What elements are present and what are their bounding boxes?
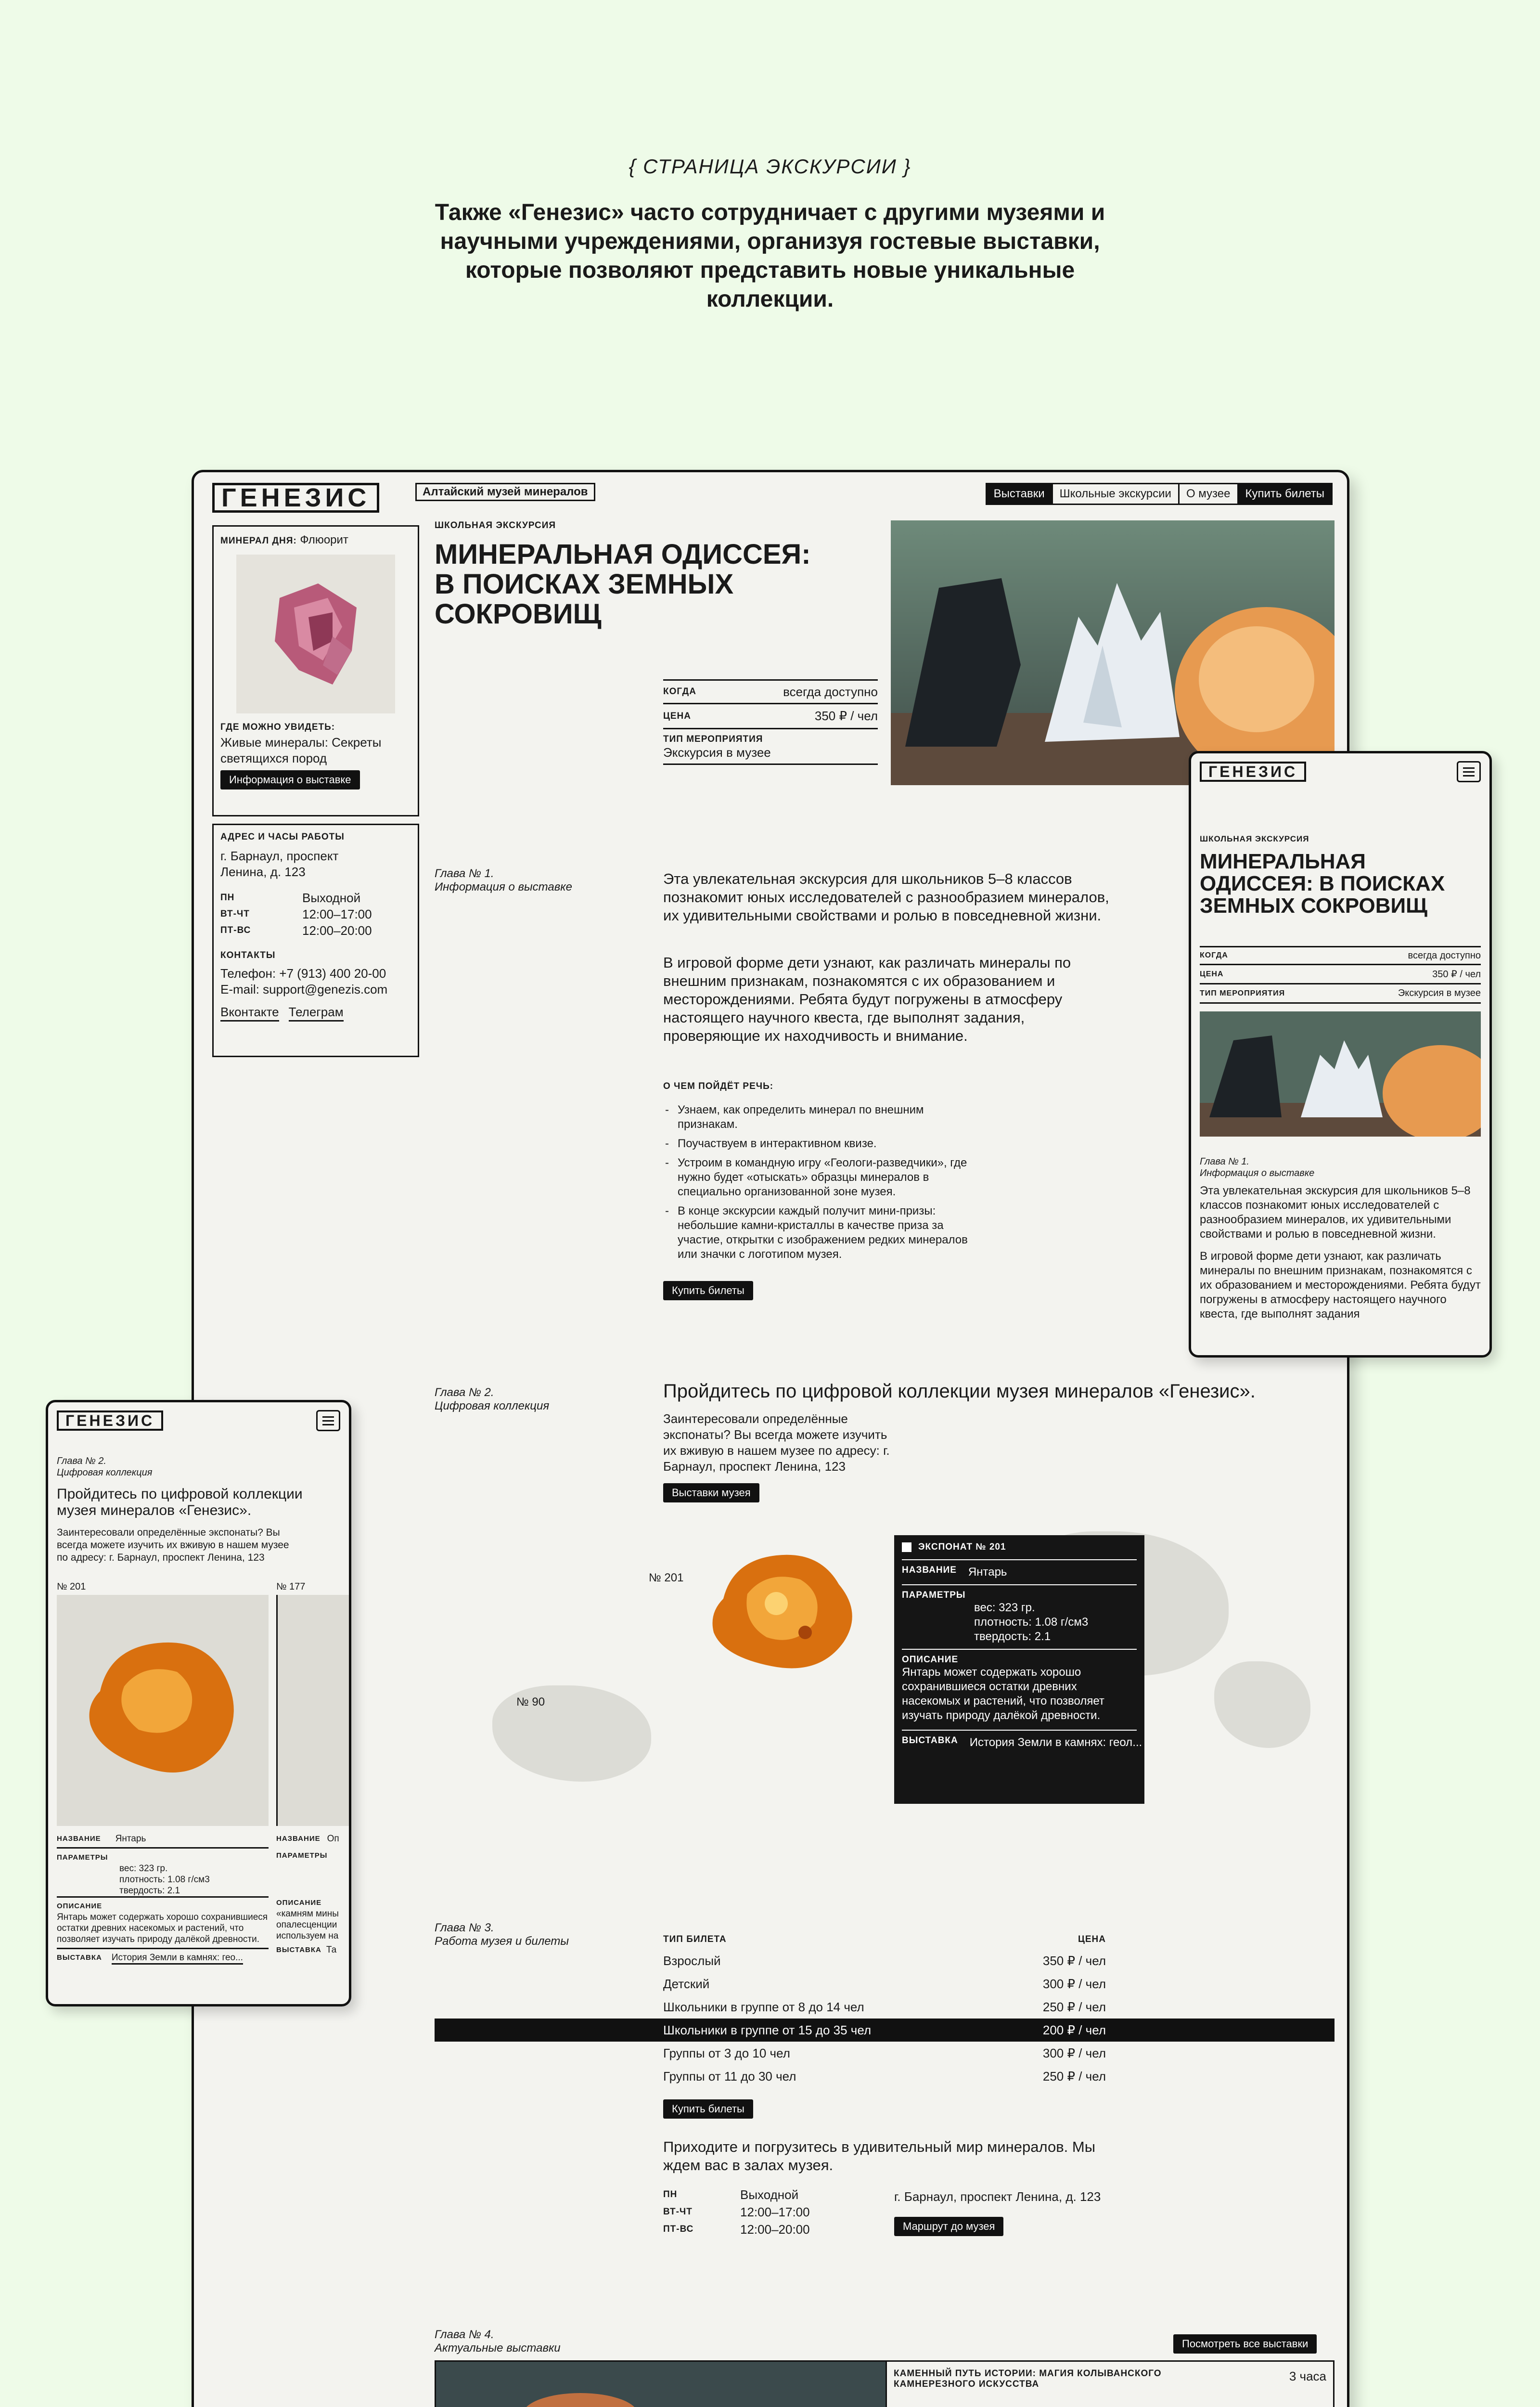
chapter1-buy-button[interactable]: Купить билеты	[663, 1281, 753, 1300]
table-row: Взрослый 350 ₽ / чел	[663, 1953, 1106, 1968]
mobile-excursion: ГЕНЕЗИС ШКОЛЬНАЯ ЭКСКУРСИЯ МИНЕРАЛЬНАЯ ОДИССЕЯ: В ПОИСКАХ ЗЕМНЫХ СОКРОВИЩ КОГДА всегда доступно ЦЕНА 350 ₽ / чел ТИП МЕРОПРИЯТИЯ Экскурсия в музее Глава № 1. Информация о выставке Эта увлекательная экскурсия для школьников 5–8 классов познакомит юных исследователей с разнообразием минералов, их удивительными свойствами и ролью в повседневной жизни. В игровой форме дети узнают, как различать минералы по внешним признакам, познакомятся с их образованием и месторождениями. Ребята будут погружены в атмосферу настоящего научного квеста, где выполнят задания	[1189, 751, 1492, 1358]
intro-tag: { СТРАНИЦА ЭКСКУРСИИ }	[629, 155, 911, 178]
list-item: - Устроим в командную игру «Геологи-разведчики», где нужно будет «отыскать» образцы минералов в специально организованной зоне музея.	[663, 1156, 971, 1199]
table-row: Группы от 3 до 10 чел 300 ₽ / чел	[663, 2045, 1106, 2060]
museum-exhibitions-button[interactable]: Выставки музея	[663, 1483, 759, 1502]
mobile-hero-image	[1200, 1011, 1481, 1137]
email[interactable]: E-mail: support@genezis.com	[220, 982, 388, 996]
tickets-table: ТИП БИЛЕТА ЦЕНА Взрослый 350 ₽ / чел Детский 300 ₽ / чел Школьники в группе от 8 до 14 чел 250 ₽ / чел Школьники в группе от 15 до 35 чел 200 ₽ / чел Группы от 3 до 10 чел 300 ₽ / чел Группы от 11 до 30 чел 250 ₽ / чел	[435, 1930, 1335, 2088]
nav-about[interactable]: О музее	[1178, 484, 1237, 504]
table-row: Детский 300 ₽ / чел	[663, 1976, 1106, 1991]
agate-image	[436, 2362, 887, 2407]
telegram-link[interactable]: Телеграм	[289, 1004, 344, 1022]
museum-name: Алтайский музей минералов	[415, 483, 595, 501]
exhibit-link[interactable]: История Земли в камнях: геол...	[969, 1736, 1142, 1749]
nav-school-tours[interactable]: Школьные экскурсии	[1052, 484, 1178, 504]
vk-link[interactable]: Вконтакте	[220, 1004, 279, 1022]
nav-buy-tickets[interactable]: Купить билеты	[1237, 484, 1332, 504]
list-item: - Узнаем, как определить минерал по внешним признакам.	[663, 1103, 971, 1132]
exhibit-shape[interactable]	[1214, 1661, 1310, 1748]
mobile-exhibit-info: НАЗВАНИЕ Янтарь ПАРАМЕТРЫ вес: 323 гр. плотность: 1.08 г/см3 твердость: 2.1 ОПИСАНИЕ Янтарь может содержать хорошо сохранившиеся остатки древних насекомых и растений, что позволяет изучать природу далёкой древности. ВЫСТАВКА История Земли в камнях: гео...	[57, 1833, 269, 1965]
address-card	[212, 824, 419, 1057]
chapter1-label: Глава № 1. Информация о выставке	[435, 867, 572, 893]
chapter4-label: Глава № 4. Актуальные выставки	[435, 2328, 561, 2355]
amber-image[interactable]	[57, 1595, 269, 1826]
list-item: - Поучаствуем в интерактивном квизе.	[663, 1137, 971, 1151]
chapter3-label: Глава № 3. Работа музея и билеты	[435, 1921, 569, 1948]
mineral-image	[236, 555, 395, 713]
menu-icon[interactable]	[1457, 761, 1481, 782]
menu-icon[interactable]	[316, 1410, 340, 1431]
mineral-name: Флюорит	[300, 533, 348, 546]
square-icon	[902, 1542, 911, 1552]
chapter2-text: Заинтересовали определённые экспонаты? Вы всегда можете изучить их вживую в нашем музее по адресу: г. Барнаул, проспект Ленина, 123	[663, 1411, 890, 1474]
mineral-of-day-card	[212, 525, 419, 816]
logo[interactable]: ГЕНЕЗИС	[212, 483, 379, 513]
contacts-label: КОНТАКТЫ	[220, 950, 276, 960]
exhibit-90-num: № 90	[516, 1695, 545, 1708]
invite-text: Приходите и погрузитесь в удивительный мир минералов. Мы ждем вас в залах музея.	[663, 2138, 1096, 2174]
excursion-meta: КОГДА всегда доступно ЦЕНА 350 ₽ / чел ТИП МЕРОПРИЯТИЯ Экскурсия в музее	[663, 679, 878, 765]
exhibit-info-button[interactable]: Информация о выставке	[220, 770, 360, 789]
main-nav	[986, 483, 1333, 505]
chapter3-address: г. Барнаул, проспект Ленина, д. 123	[894, 2189, 1101, 2204]
chapter2-title: Пройдитесь по цифровой коллекции музея минералов «Генезис».	[663, 1381, 1256, 1402]
table-row: Группы от 11 до 30 чел 250 ₽ / чел	[663, 2069, 1106, 2083]
excursion-title: МИНЕРАЛЬНАЯ ОДИССЕЯ: В ПОИСКАХ ЗЕМНЫХ СОКРОВИЩ	[435, 539, 811, 630]
about-list	[663, 1103, 971, 1267]
mobile-title: МИНЕРАЛЬНАЯ ОДИССЕЯ: В ПОИСКАХ ЗЕМНЫХ СОКРОВИЩ	[1200, 850, 1445, 918]
mobile-collection: ГЕНЕЗИС Глава № 2. Цифровая коллекция Пройдитесь по цифровой коллекции музея минералов «Генезис». Заинтересовали определённые экспонаты? Вы всегда можете изучить их вживую в нашем музее по адресу: г. Барнаул, проспект Ленина, 123 № 201 № 177 НАЗВАНИЕ Янтарь ПАРАМЕТРЫ вес: 323 гр. плотность: 1.08 г/см3 твердость: 2.1 ОПИСАНИЕ Янтарь может содержать хорошо сохранившиеся остатки древних насекомых и растений, что позволяет изучать природу далёкой древности. ВЫСТАВКА История Земли в камнях: гео... НАЗВАНИЕ Оп ПАРАМЕТРЫ ОПИСАНИЕ «камням мины опалесценции используем на ВЫСТАВКА Та	[46, 1400, 351, 2006]
chapter3-buy-button[interactable]: Купить билеты	[663, 2099, 753, 2119]
logo[interactable]: ГЕНЕЗИС	[1200, 762, 1306, 782]
desktop-frame	[192, 470, 1349, 2407]
list-item: - В конце экскурсии каждый получит мини-призы: небольшие камни-кристаллы в качестве приза за участие, открытки с изображением редких минералов или значки с логотипом музея.	[663, 1204, 971, 1262]
all-exhibitions-button[interactable]: Посмотреть все выставки	[1173, 2334, 1317, 2354]
mobile-exhibit-info-next: НАЗВАНИЕ Оп ПАРАМЕТРЫ ОПИСАНИЕ «камням мины опалесценции используем на ВЫСТАВКА Та	[276, 1834, 339, 1955]
address-text: г. Барнаул, проспект Ленина, д. 123	[220, 849, 339, 879]
about-label: О ЧЕМ ПОЙДЁТ РЕЧЬ:	[663, 1081, 774, 1091]
hero-image	[891, 520, 1335, 785]
next-exhibit-image[interactable]	[276, 1595, 351, 1826]
excursion-kicker: ШКОЛЬНАЯ ЭКСКУРСИЯ	[435, 520, 556, 531]
exhibitions-grid	[435, 2360, 887, 2407]
table-row: Школьники в группе от 15 до 35 чел 200 ₽ / чел	[435, 2019, 1335, 2042]
address-label: АДРЕС И ЧАСЫ РАБОТЫ	[220, 832, 345, 842]
chapter1-p2: В игровой форме дети узнают, как различать минералы по внешним признакам, познакомятся с их образованием и месторождениями. Ребята будут погружены в атмосферу настоящего научного квеста, где выполнят задания, проверяющие их находчивость и внимание.	[663, 954, 1071, 1044]
table-row: Школьники в группе от 8 до 14 чел 250 ₽ / чел	[663, 1999, 1106, 2014]
exhibit-link[interactable]: История Земли в камнях: гео...	[112, 1952, 243, 1965]
mineral-label: МИНЕРАЛ ДНЯ:	[220, 536, 297, 546]
logo[interactable]: ГЕНЕЗИС	[57, 1411, 163, 1431]
hours-list: ПН Выходной ВТ-ЧТ 12:00–17:00 ПТ-ВС 12:00–20:00	[220, 890, 372, 938]
amber-image[interactable]	[694, 1541, 868, 1681]
exhibit-201-num: № 201	[649, 1571, 684, 1584]
chapter2-label: Глава № 2. Цифровая коллекция	[435, 1386, 550, 1412]
chapter1-p1: Эта увлекательная экскурсия для школьников 5–8 классов познакомит юных исследователей с разнообразием минералов, их удивительными свойствами и ролью в повседневной жизни.	[663, 870, 1109, 924]
route-button[interactable]: Маршрут до музея	[894, 2217, 1003, 2236]
where-text: Живые минералы: Секреты светящихся пород	[220, 735, 382, 765]
where-label: ГДЕ МОЖНО УВИДЕТЬ:	[220, 722, 335, 732]
card-kolyvan[interactable]: КАМЕННЫЙ ПУТЬ ИСТОРИИ: МАГИЯ КОЛЫВАНСКОГО КАМНЕРЕЗНОГО ИСКУССТВА 3 часа	[887, 2360, 1335, 2407]
exhibit-card: ЭКСПОНАТ № 201 НАЗВАНИЕ Янтарь ПАРАМЕТРЫ вес: 323 гр. плотность: 1.08 г/см3 твердость: 2.1 ОПИСАНИЕ Янтарь может содержать хорошо сохранившиеся остатки древних насекомых и растений, что позволяет изучать природу далёкой древности. ВЫСТАВКА История Земли в камнях: геол...	[894, 1535, 1144, 1804]
intro-text: Также «Генезис» часто сотрудничает с другими музеями и научными учреждениями, организуя гостевые выставки, которые позволяют представить новые уникальные коллекции.	[435, 200, 1105, 312]
phone[interactable]: Телефон: +7 (913) 400 20-00	[220, 966, 386, 981]
chapter3-hours: ПН Выходной ВТ-ЧТ 12:00–17:00 ПТ-ВС 12:00–20:00	[663, 2187, 810, 2237]
nav-exhibitions[interactable]: Выставки	[987, 484, 1052, 504]
